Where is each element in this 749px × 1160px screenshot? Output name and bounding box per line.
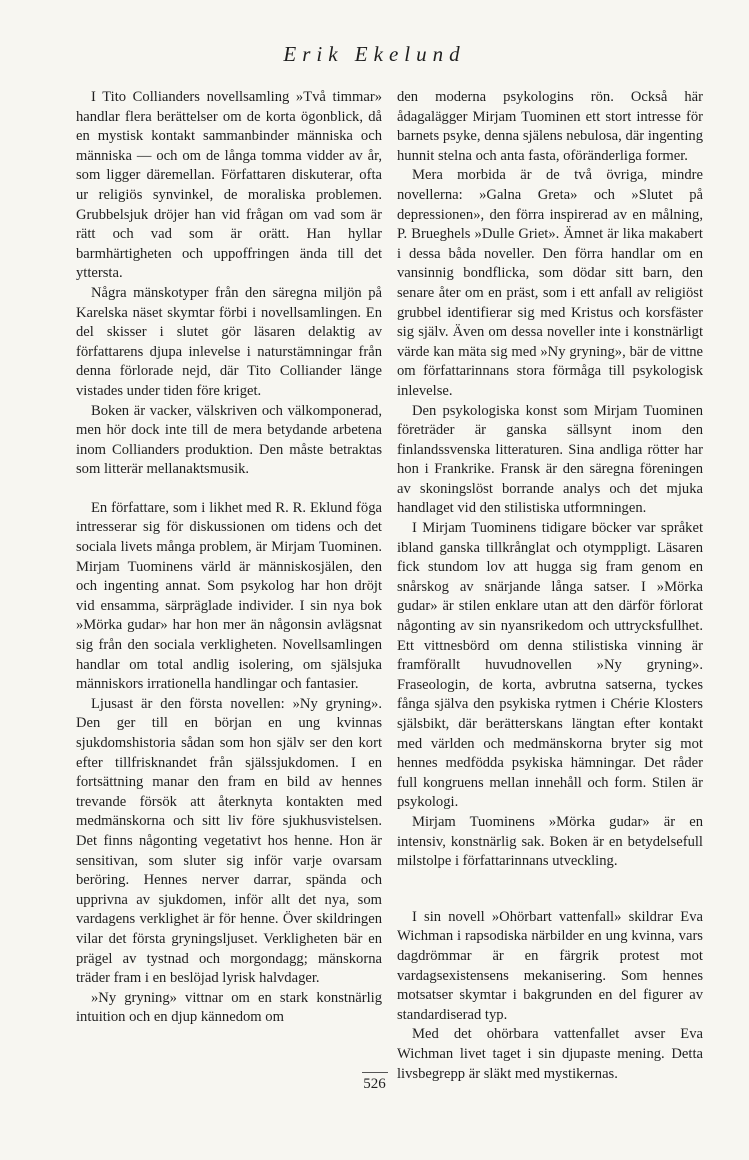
- paragraph: Mirjam Tuominens »Mörka gudar» är en intensiv, konstnärlig sak. Boken är en betydelsefull milstolpe i författarinnans utveckling.: [397, 813, 703, 870]
- paragraph: den moderna psykologins rön. Också här ådagalägger Mirjam Tuominen ett stort intresse för barnets psyke, denna själens nebulosa, där ingenting hunnit stelna och anta fasta, oföränderliga former.: [397, 89, 703, 164]
- paragraph: I Tito Collianders novellsamling »Två timmar» handlar flera berättelser om de korta ögonblick, då en mystisk kontakt sammanbinder människa och människa — och om de långa tomma vidder av år, som ligger däremellan. Författaren diskuterar, ofta ur religiös synvinkel, de moraliska problemen. Grubbelsjuk dröjer han vid frågan om vad som är rätt och vad som är orätt. Han hyllar barmhärtigheten och uppoffringen ända till det yttersta.: [76, 89, 382, 282]
- paragraph: I Mirjam Tuominens tidigare böcker var språket ibland ganska tillkrånglat och otymppligt. Läsaren fick stundom lov att hugga sig fram genom en snårskog av snärjande långa satser. I »Mörka gudar» är stilen enklare utan att den därför förlorat någonting av sin nyansrikedom och uttrycksfullhet. Ett vittnesbörd om denna stilistiska vinning är framförallt huvudnovellen »Ny gryning». Fraseologin, de korta, avbrutna satserna, tyckes fånga själva den psykiska rytmen i Chérie Klosters själsbikt, där berätterskans längtan efter kontakt med världen och medmänskorna bryter sig mot hennes medfödda psykiska hämningar. Det råder full kongruens mellan innehåll och form. Stilen är psykologi.: [397, 520, 703, 811]
- paragraph: Mera morbida är de två övriga, mindre novellerna: »Galna Greta» och »Slutet på depressionen», den förra inspirerad av en målning, P. Brueghels »Dulle Griet». Ämnet är lika makabert i dessa båda noveller. Den förra handlar om en vansinnig bondflicka, som dödar sitt barn, den senare åter om en präst, som i ett anfall av religiöst grubbel identifierar sig med Kristus och korsfäster sig själv. Även om dessa noveller inte i konstnärligt värde kan mäta sig med »Ny gryning», bär de vittne om författarinnans stora förmåga till psykologisk inlevelse.: [397, 167, 703, 399]
- paragraph: Några mänskotyper från den säregna miljön på Karelska näset skymtar förbi i novellsamlingen. En del skisser i slutet gör läsaren delaktig av författarens djupa inlevelse i naturstämningar från denna förlorade nejd, där Tito Colliander länge vistades under tiden före kriget.: [76, 284, 382, 399]
- page-number: 526: [363, 1076, 386, 1092]
- footer-rule: [362, 1072, 388, 1073]
- paragraph: I sin novell »Ohörbart vattenfall» skildrar Eva Wichman i rapsodiska närbilder en ung kvinna, vars dagdrömmar är en färgrik protest mot vardagsexistensens mekanisering. Som hennes motsatser skymtar i bakgrunden en del figurer av standardiserad typ.: [397, 908, 703, 1023]
- paragraph: »Ny gryning» vittnar om en stark konstnärlig intuition och en djup kännedom om: [76, 989, 382, 1026]
- paragraph: En författare, som i likhet med R. R. Eklund föga intresserar sig för diskussionen om tidens och det sociala livets många problem, är Mirjam Tuominen. Mirjam Tuominens värld är människosjälen, den och ingenting annat. Som psykolog har hon dröjt vid ensamma, särpräglade individer. I sin nya bok »Mörka gudar» har hon mer än någonsin avlägsnat sig från den sociala verkligheten. Novellsamlingen handlar om total andlig isolering, om själsjuka människors irrationella handlingar och fantasier.: [76, 499, 382, 693]
- running-header-author: Erik Ekelund: [283, 42, 466, 66]
- paragraph: Med det ohörbara vattenfallet avser Eva Wichman livet taget i sin djupaste mening. Detta livsbegrepp är släkt med mystikernas.: [397, 1026, 703, 1082]
- paragraph: Den psykologiska konst som Mirjam Tuominen företräder är ganska sällsynt inom den finlandssvenska litteraturen. Sina andliga rötter har hon i Frankrike. Fransk är den säregna föreningen av skoningslöst borrande analys och det mjuka handlaget vid den stilistiska utformningen.: [397, 402, 703, 517]
- paragraph: Boken är vacker, välskriven och välkomponerad, men hör dock inte till de mera betydande arbetena inom Collianders produktion. Den måste betraktas som litterär mellanaktsmusik.: [76, 402, 382, 478]
- right-column: [397, 88, 703, 1084]
- left-column: [76, 88, 382, 1028]
- paragraph: Ljusast är den första novellen: »Ny gryning». Den ger till en början en ung kvinnas sjukdomshistoria sådan som hon själv ser den kort efter tillfrisknandet från själssjukdomen. I en fortsättning manar den fram en bild av hennes trevande försök att återknyta kontakten med medmänskorna och sitt liv före sjukhusvistelsen. Det finns någonting vegetativt hos henne. Hon är sensitivan, som sluter sig inför varje ovarsam beröring. Hennes nerver darrar, spända och upprivna av sjukdomen, inför allt det nya, som vardagens verklighet är för henne. Över skildringen vilar det första gryningsljuset. Verkligheten bär en prägel av tystnad och morgondagg; mänskorna träder fram i en beslöjad lyrisk halvdager.: [76, 695, 382, 987]
